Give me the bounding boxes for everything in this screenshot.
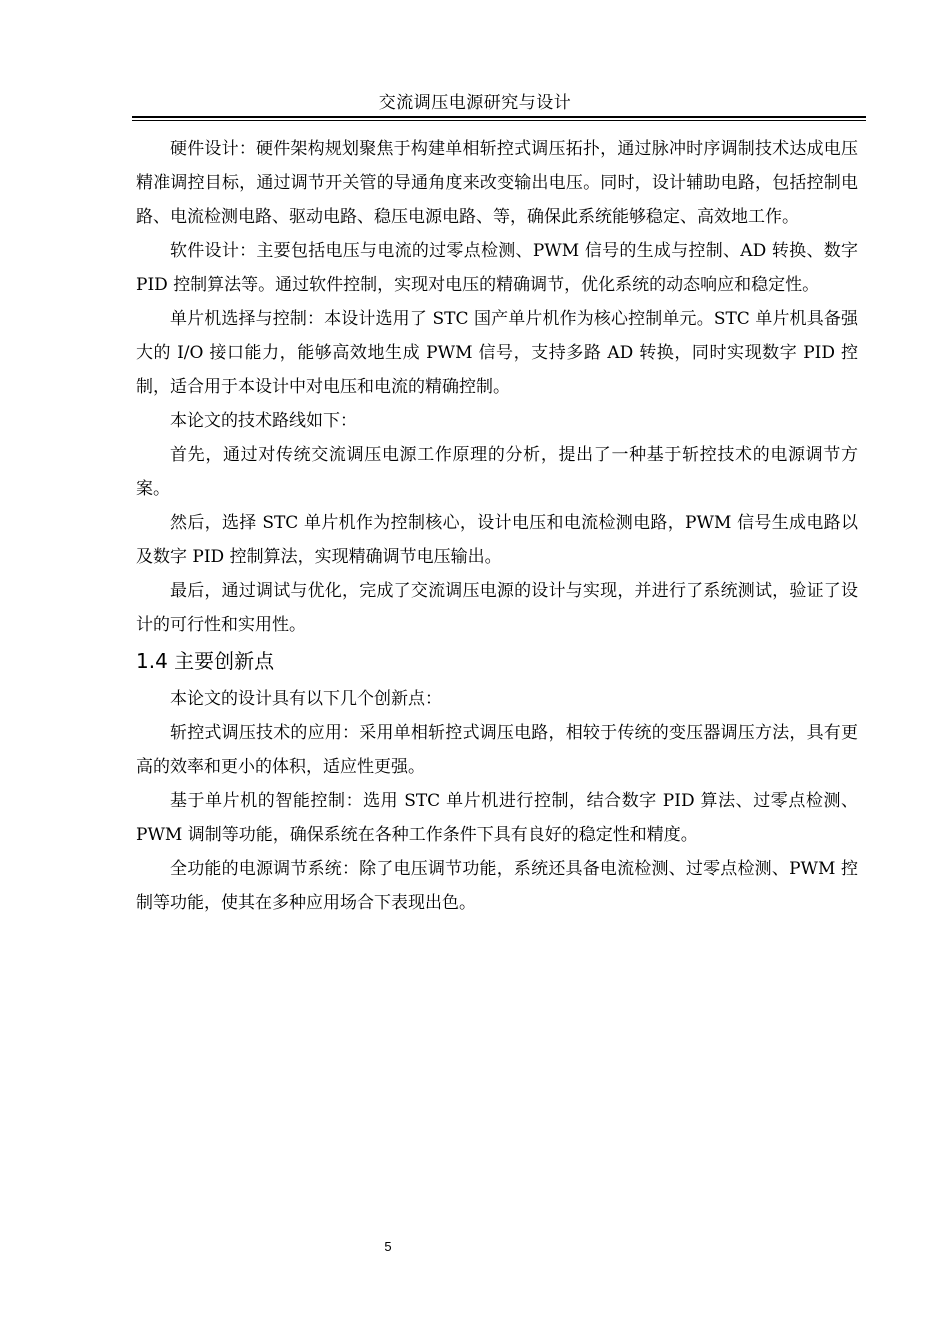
header-rule-thick bbox=[132, 116, 866, 118]
body-text bbox=[136, 132, 858, 920]
paragraph-innovation-full-function: 全功能的电源调节系统：除了电压调节功能，系统还具备电流检测、过零点检测、PWM 控制等功能，使其在多种应用场合下表现出色。 bbox=[136, 859, 858, 913]
paragraph-mcu-selection: 单片机选择与控制：本设计选用了 STC 国产单片机作为核心控制单元。STC 单片机具备强大的 I/O 接口能力，能够高效地生成 PWM 信号，支持多路 AD 转换，同时实现数字 PID 控制，适合用于本设计中对电压和电流的精确控制。 bbox=[136, 309, 858, 397]
paragraph-route-first: 首先，通过对传统交流调压电源工作原理的分析，提出了一种基于斩控技术的电源调节方案。 bbox=[136, 445, 858, 499]
paragraph-technical-route-intro: 本论文的技术路线如下： bbox=[170, 411, 357, 431]
paragraph-hardware-design: 硬件设计：硬件架构规划聚焦于构建单相斩控式调压拓扑，通过脉冲时序调制技术达成电压精准调控目标，通过调节开关管的导通角度来改变输出电压。同时，设计辅助电路，包括控制电路、电流检测电路、驱动电路、稳压电源电路、等，确保此系统能够稳定、高效地工作。 bbox=[136, 139, 858, 227]
paragraph-innovation-mcu-control: 基于单片机的智能控制：选用 STC 单片机进行控制，结合数字 PID 算法、过零点检测、PWM 调制等功能，确保系统在各种工作条件下具有良好的稳定性和精度。 bbox=[136, 791, 858, 845]
page-number: 5 bbox=[384, 1239, 392, 1254]
section-heading-innovations: 1.4 主要创新点 bbox=[136, 649, 275, 673]
header-rule-thin bbox=[132, 120, 866, 121]
paragraph-innovations-intro: 本论文的设计具有以下几个创新点： bbox=[170, 689, 442, 709]
page-header-title: 交流调压电源研究与设计 bbox=[378, 93, 572, 113]
paragraph-route-finally: 最后，通过调试与优化，完成了交流调压电源的设计与实现，并进行了系统测试，验证了设计的可行性和实用性。 bbox=[136, 581, 858, 635]
paragraph-software-design: 软件设计：主要包括电压与电流的过零点检测、PWM 信号的生成与控制、AD 转换、数字 PID 控制算法等。通过软件控制，实现对电压的精确调节，优化系统的动态响应和稳定性。 bbox=[136, 241, 858, 295]
paragraph-innovation-chopper: 斩控式调压技术的应用：采用单相斩控式调压电路，相较于传统的变压器调压方法，具有更高的效率和更小的体积，适应性更强。 bbox=[136, 723, 858, 777]
paragraph-route-then: 然后，选择 STC 单片机作为控制核心，设计电压和电流检测电路，PWM 信号生成电路以及数字 PID 控制算法，实现精确调节电压输出。 bbox=[136, 513, 858, 567]
